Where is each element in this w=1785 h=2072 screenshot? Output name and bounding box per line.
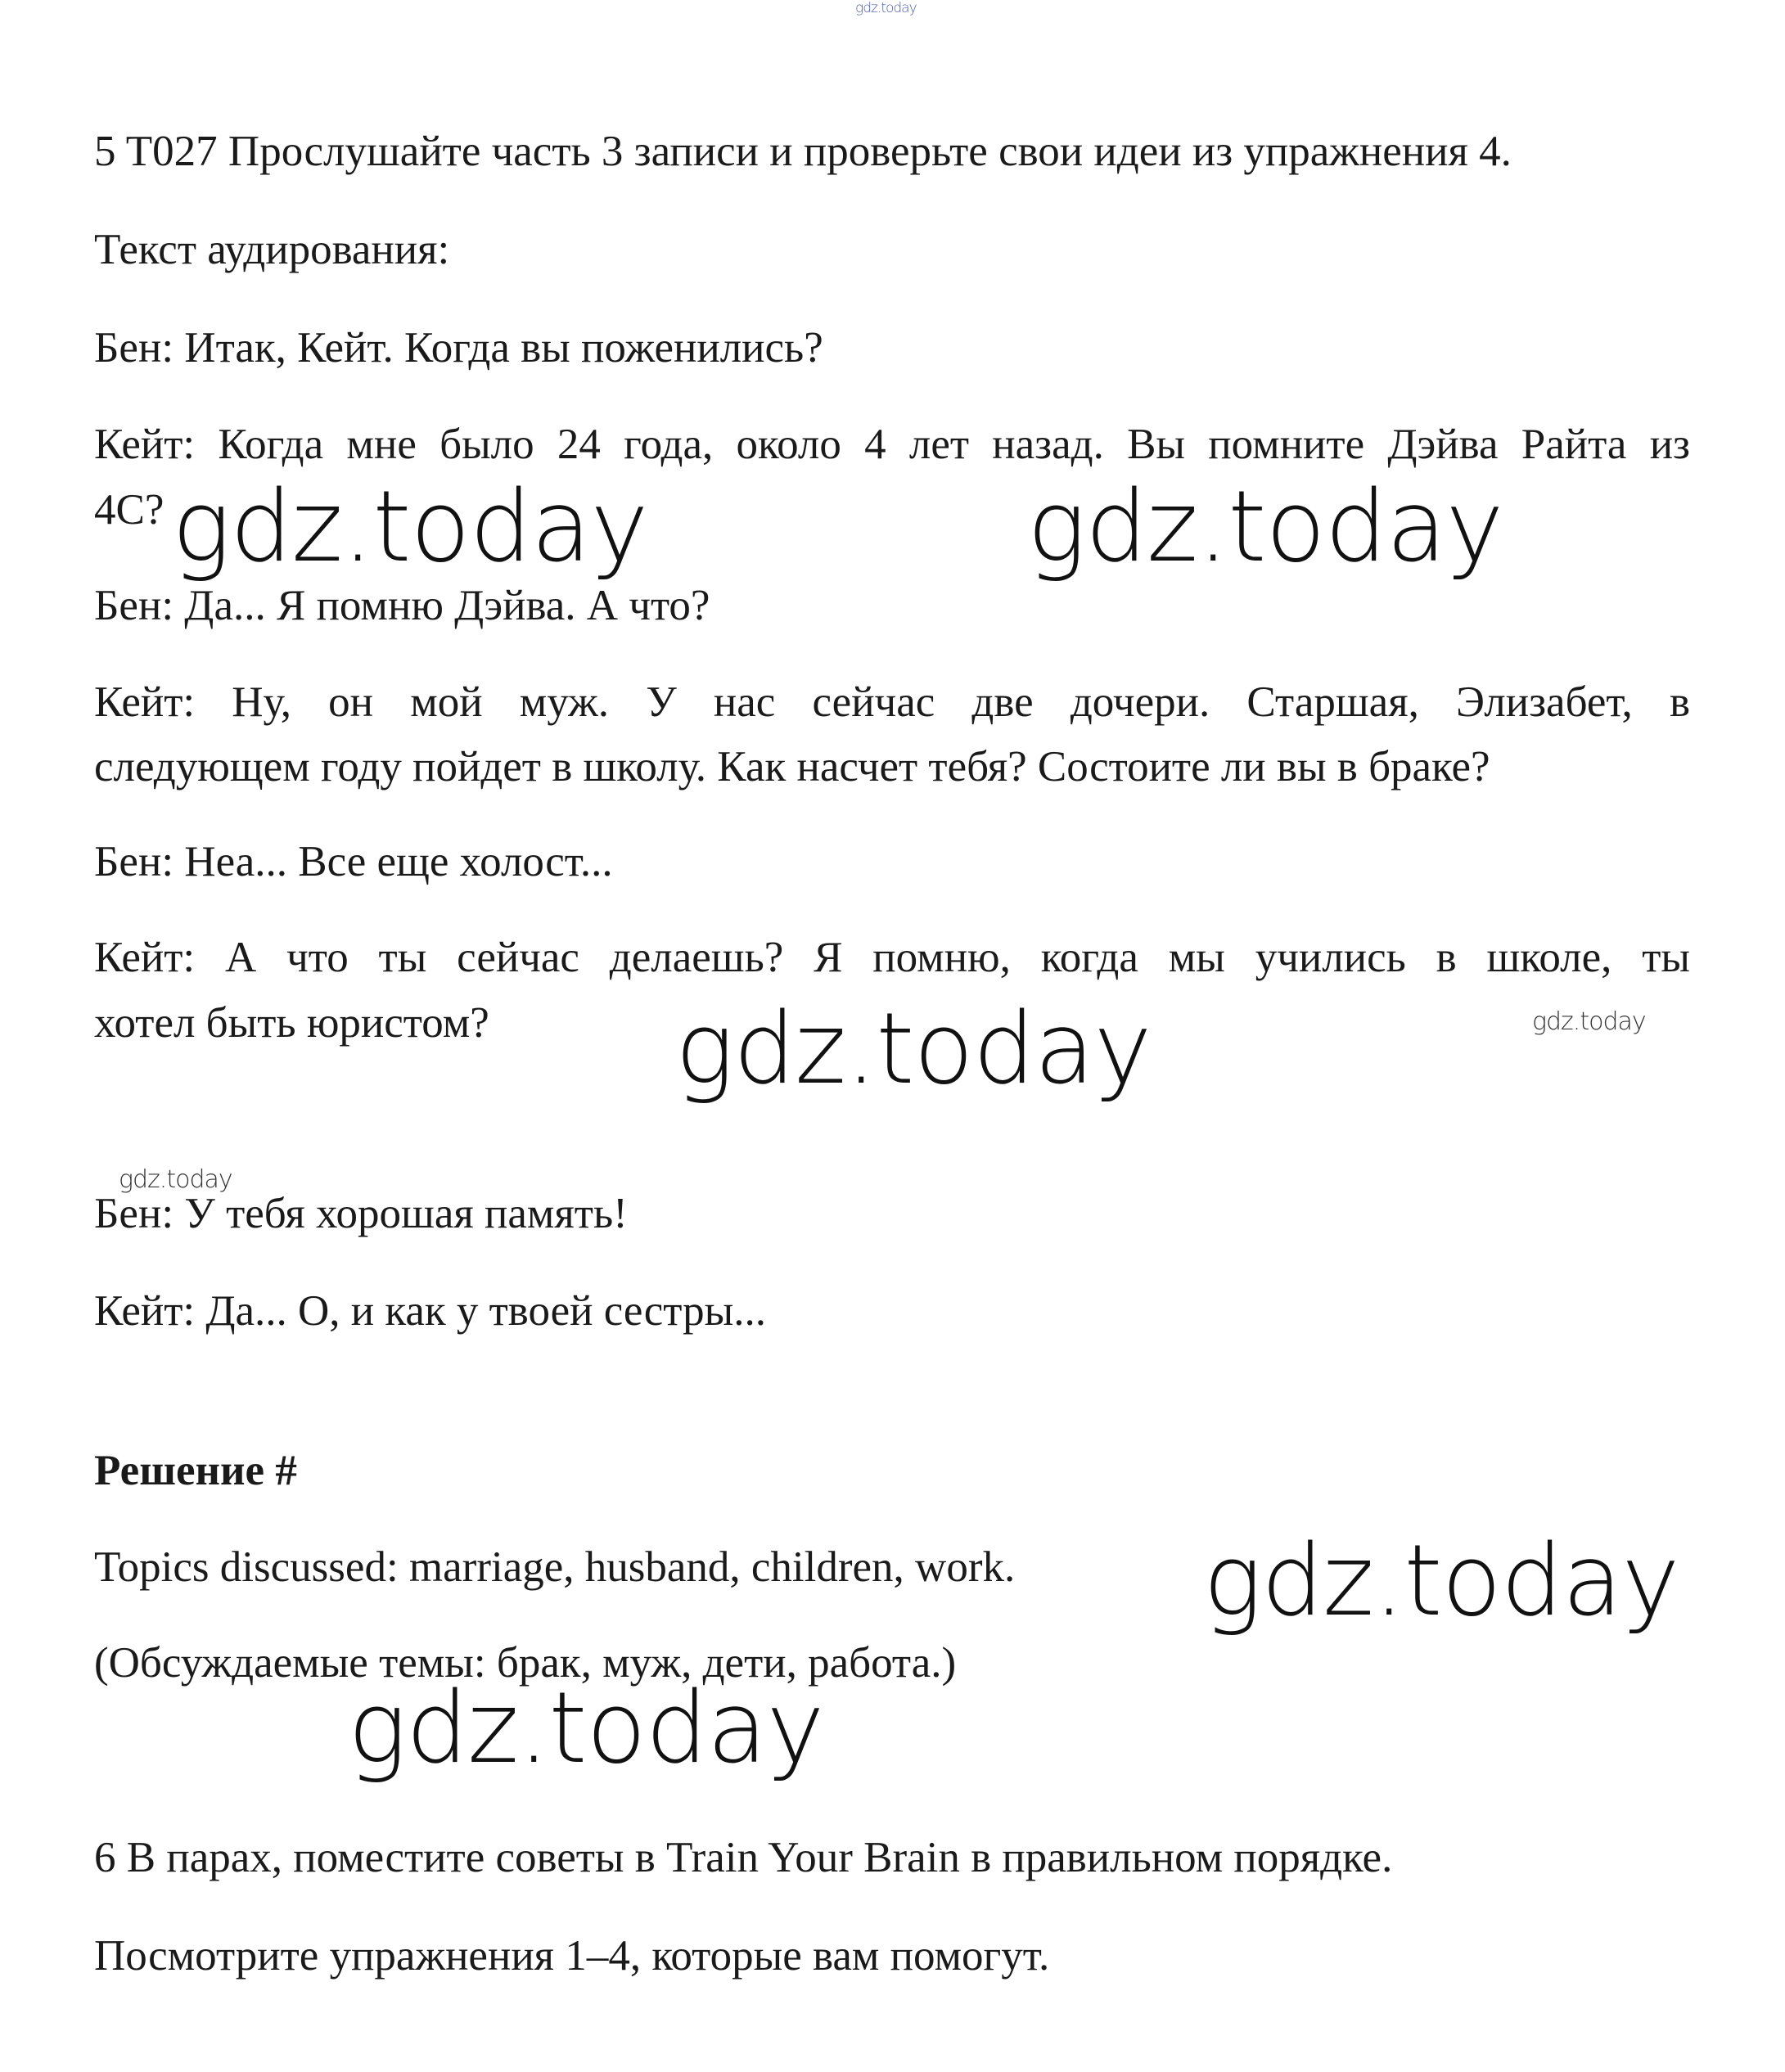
dialogue-line-continued: следующем году пойдет в школу. Как насчет тебя? Состоите ли вы в браке? [94, 743, 1490, 791]
dialogue-line: Кейт: Ну, он мой муж. У нас сейчас две дочери. Старшая, Элизабет, в [94, 678, 1690, 726]
exercise5-heading: 5 T027 Прослушайте часть 3 записи и проверьте свои идеи из упражнения 4. [94, 128, 1512, 175]
watermark-top: gdz.today [855, 0, 917, 16]
watermark-large-3: gdz.today [675, 993, 1152, 1106]
solution-heading: Решение # [94, 1447, 297, 1494]
dialogue-line: Бен: Итак, Кейт. Когда вы поженились? [94, 324, 823, 372]
exercise6-instruction: Посмотрите упражнения 1–4, которые вам помогут. [94, 1932, 1050, 1980]
dialogue-line: Бен: Да... Я помню Дэйва. А что? [94, 582, 710, 629]
dialogue-line: Бен: У тебя хорошая память! [94, 1190, 628, 1237]
watermark-large-2: gdz.today [1027, 471, 1503, 584]
dialogue-line: Кейт: Когда мне было 24 года, около 4 лет назад. Вы помните Дэйва Райта из [94, 421, 1690, 468]
transcript-label: Текст аудирования: [94, 226, 450, 273]
watermark-large-5: gdz.today [348, 1672, 824, 1786]
watermark-small-1: gdz.today [1532, 1007, 1646, 1036]
solution-answer-russian: (Обсуждаемые темы: брак, муж, дети, работа.) [94, 1639, 957, 1687]
dialogue-line-continued: 4С? [94, 486, 165, 534]
exercise6-heading: 6 В парах, поместите советы в Train Your Brain в правильном порядке. [94, 1834, 1393, 1881]
dialogue-line: Кейт: А что ты сейчас делаешь? Я помню, когда мы учились в школе, ты [94, 934, 1690, 981]
dialogue-line: Кейт: Да... О, и как у твоей сестры... [94, 1287, 766, 1335]
solution-answer-english: Topics discussed: marriage, husband, children, work. [94, 1543, 1016, 1591]
dialogue-line: Бен: Неа... Все еще холост... [94, 838, 613, 885]
watermark-small-2: gdz.today [119, 1165, 232, 1194]
watermark-large-4: gdz.today [1203, 1525, 1679, 1638]
watermark-large-1: gdz.today [172, 471, 648, 584]
dialogue-line-continued: хотел быть юристом? [94, 999, 489, 1047]
